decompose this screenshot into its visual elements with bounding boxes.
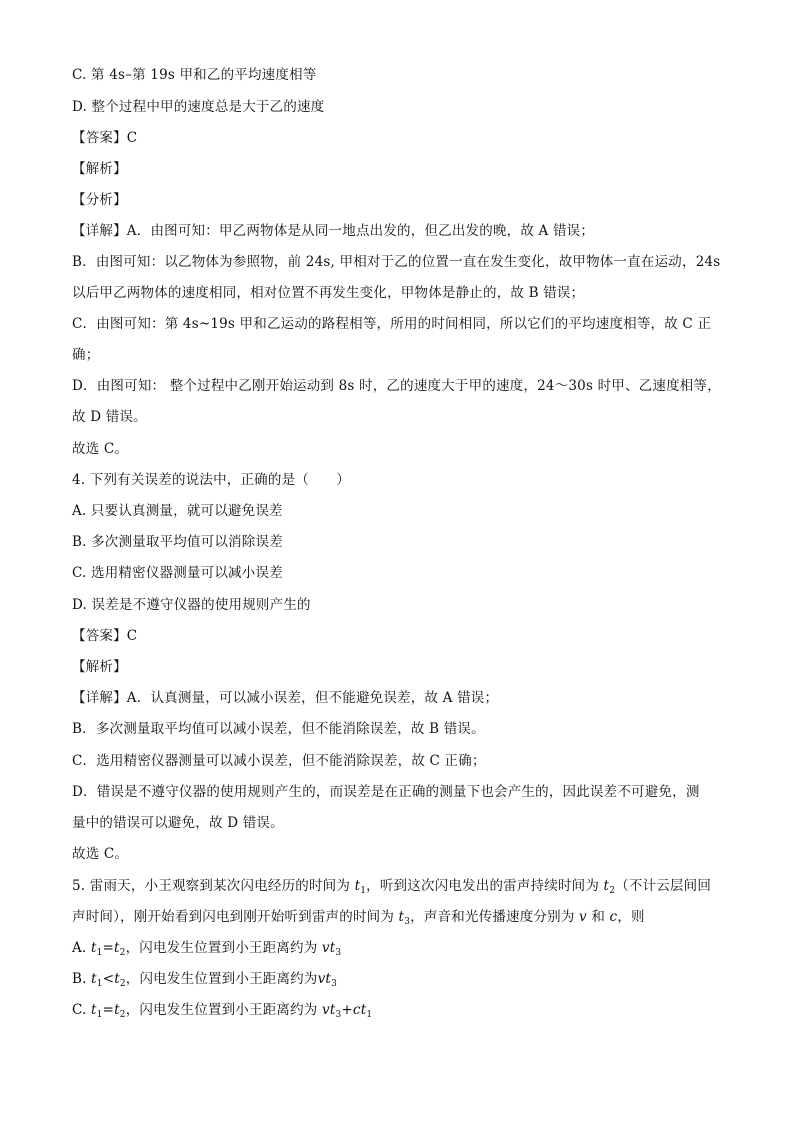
question-4-option-d: D. 误差是不遵守仪器的使用规则产生的 <box>72 597 311 613</box>
question-4-option-a: A. 只要认真测量，就可以避免误差 <box>72 503 283 519</box>
question-4-option-b: B. 多次测量取平均值可以消除误差 <box>72 534 283 550</box>
text-line: C. 第 4s–第 19s 甲和乙的平均速度相等 <box>72 67 317 83</box>
question-4-option-c: C. 选用精密仪器测量可以减小误差 <box>72 565 283 581</box>
analysis-label: 【解析】 <box>72 161 127 177</box>
detail-line: 以后甲乙两物体的速度相同，相对位置不再发生变化，甲物体是静止的，故 B 错误； <box>72 285 585 301</box>
detail-line: C．选用精密仪器测量可以减小误差，但不能消除误差，故 C 正确； <box>72 753 486 769</box>
answer-label: 【答案】C <box>72 130 138 146</box>
question-5-stem-line-2: 声时间），刚开始看到闪电到刚开始听到雷声的时间为 $t_3$，声音和光传播速度分别为 v 和 c，则 <box>72 909 645 927</box>
detail-line: 量中的错误可以避免，故 D 错误。 <box>72 815 284 831</box>
question-5-stem-line-1: 5. 雷雨天，小王观察到某次闪电经历的时间为 $t_1$，听到这次闪电发出的雷声持续时间为 $t_2$（不计云层间回 <box>72 878 712 896</box>
text-line: D. 整个过程中甲的速度总是大于乙的速度 <box>72 99 325 115</box>
detail-line: C．由图可知：第 4s~19s 甲和乙运动的路程相等，所用的时间相同，所以它们的平均速度相等，故 C 正 <box>72 316 712 332</box>
detail-line: 【详解】A．认真测量，可以减小误差，但不能避免误差，故 A 错误； <box>72 690 499 706</box>
detail-line: D．由图可知： 整个过程中乙刚开始运动到 8s 时，乙的速度大于甲的速度，24～30s 时甲、乙速度相等， <box>72 378 721 394</box>
conclusion-line: 故选 C。 <box>72 441 129 457</box>
question-5-option-b: B. $t_1<t_2$，闪电发生位置到小王距离约为$vt_3$ <box>72 971 337 989</box>
detail-line: D．错误是不遵守仪器的使用规则产生的，而误差是在正确的测量下也会产生的，因此误差不可避免，测 <box>72 784 700 800</box>
conclusion-line: 故选 C。 <box>72 846 129 862</box>
detail-line: B．由图可知：以乙物体为参照物，前 24s, 甲相对于乙的位置一直在发生变化，故甲物体一直在运动，24s <box>72 254 721 270</box>
analysis-sub-label: 【分析】 <box>72 192 127 208</box>
detail-line: B．多次测量取平均值可以减小误差，但不能消除误差，故 B 错误。 <box>72 721 485 737</box>
detail-line: 【详解】A．由图可知：甲乙两物体是从同一地点出发的，但乙出发的晚，故 A 错误； <box>72 223 595 239</box>
detail-line: 故 D 错误。 <box>72 409 147 425</box>
question-5-option-c: C. $t_1=t_2$，闪电发生位置到小王距离约为 $vt_3+ct_1$ <box>72 1002 373 1020</box>
question-4-stem: 4. 下列有关误差的说法中，正确的是（ ） <box>72 472 351 488</box>
detail-line: 确； <box>72 347 100 363</box>
question-5-option-a: A. $t_1=t_2$，闪电发生位置到小王距离约为 $vt_3$ <box>72 940 342 958</box>
answer-label: 【答案】C <box>72 628 138 644</box>
analysis-label: 【解析】 <box>72 659 127 675</box>
